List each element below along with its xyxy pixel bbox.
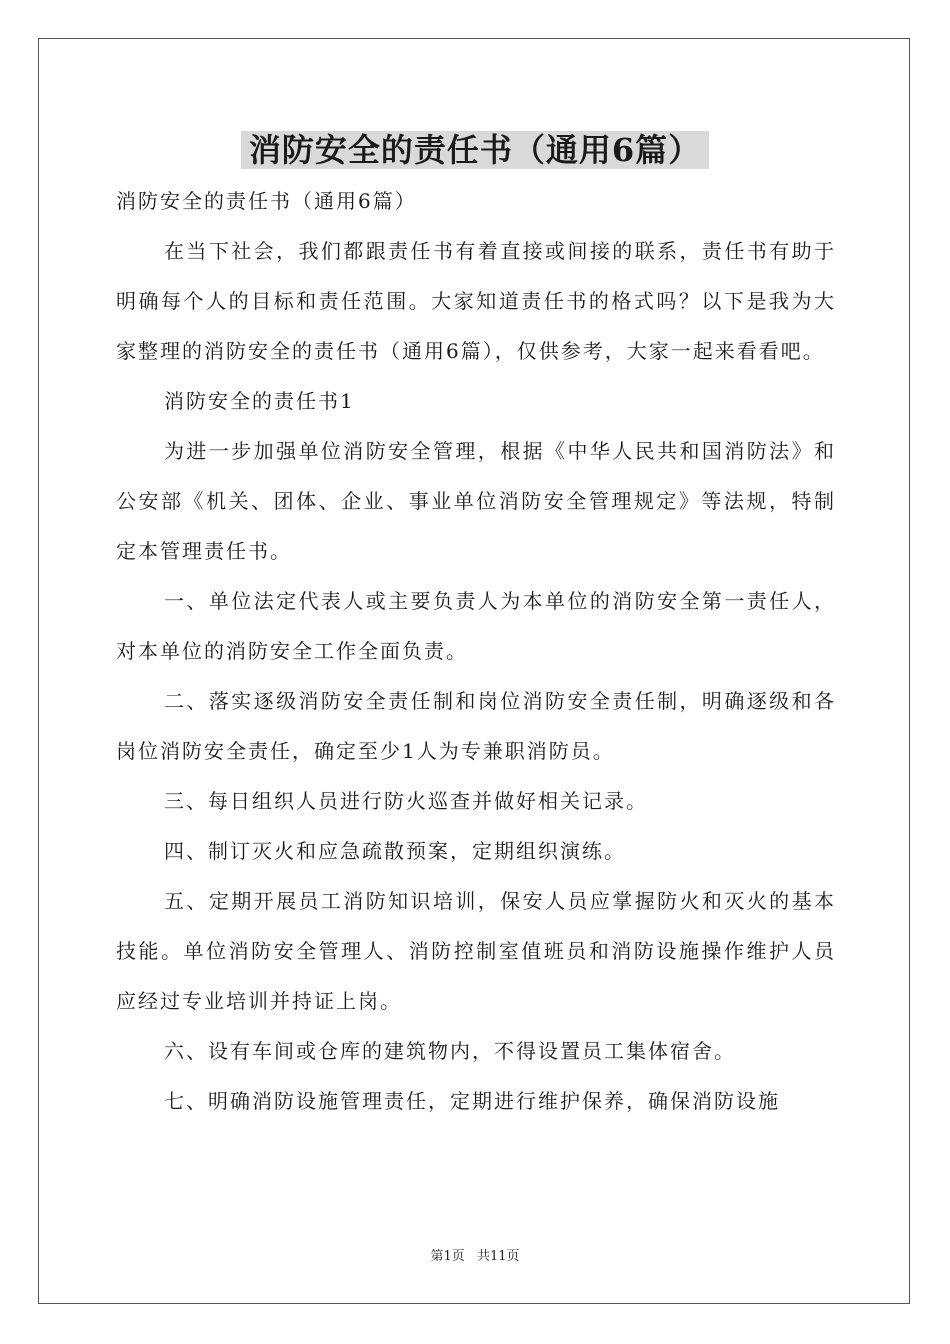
intro-paragraph: 在当下社会，我们都跟责任书有着直接或间接的联系，责任书有助于明确每个人的目标和责任范围。大家知道责任书的格式吗？以下是我为大家整理的消防安全的责任书（通用6篇），仅供参考，大家一起来看看吧。 bbox=[116, 239, 836, 363]
page-number: 第1页 bbox=[430, 1249, 465, 1264]
page-total: 共11页 bbox=[476, 1249, 520, 1264]
body-paragraph: 为进一步加强单位消防安全管理，根据《中华人民共和国消防法》和公安部《机关、团体、企业、事业单位消防安全管理规定》等法规，特制定本管理责任书。 bbox=[116, 439, 836, 563]
body-paragraph: 五、定期开展员工消防知识培训，保安人员应掌握防火和灭火的基本技能。单位消防安全管理人、消防控制室值班员和消防设施操作维护人员应经过专业培训并持证上岗。 bbox=[116, 889, 836, 1013]
body-paragraph: 二、落实逐级消防安全责任制和岗位消防安全责任制，明确逐级和各岗位消防安全责任，确定至少1人为专兼职消防员。 bbox=[116, 689, 836, 763]
page-footer bbox=[0, 1248, 950, 1266]
document-title bbox=[0, 124, 950, 176]
body-paragraph: 三、每日组织人员进行防火巡查并做好相关记录。 bbox=[164, 789, 648, 813]
document-subtitle: 消防安全的责任书（通用6篇） bbox=[116, 189, 417, 213]
section-heading: 消防安全的责任书1 bbox=[164, 389, 355, 413]
document-title-text: 消防安全的责任书（通用6篇） bbox=[241, 131, 709, 169]
document-body bbox=[116, 176, 836, 1126]
body-paragraph: 六、设有车间或仓库的建筑物内，不得设置员工集体宿舍。 bbox=[164, 1039, 736, 1063]
body-paragraph: 七、明确消防设施管理责任，定期进行维护保养，确保消防设施 bbox=[164, 1089, 780, 1113]
body-paragraph: 一、单位法定代表人或主要负责人为本单位的消防安全第一责任人，对本单位的消防安全工作全面负责。 bbox=[116, 589, 836, 663]
body-paragraph: 四、制订灭火和应急疏散预案，定期组织演练。 bbox=[164, 839, 626, 863]
